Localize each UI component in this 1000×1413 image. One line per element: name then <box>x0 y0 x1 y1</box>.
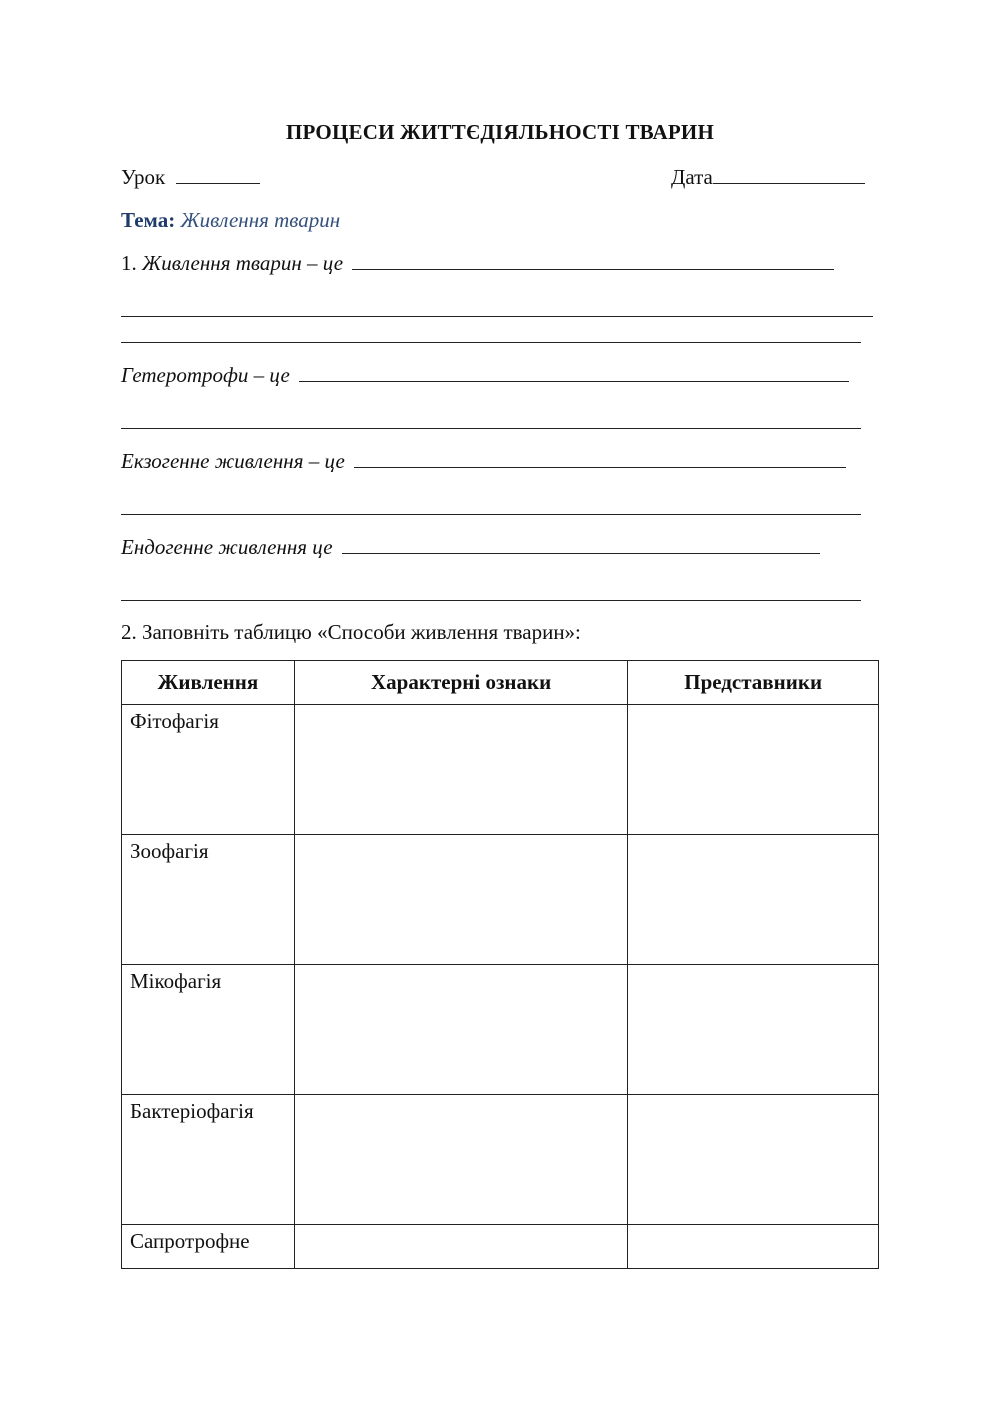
table-row <box>122 705 879 835</box>
lesson-field <box>121 165 260 190</box>
cell-characteristics[interactable] <box>294 1095 627 1225</box>
lesson-label: Урок <box>121 165 166 189</box>
theme-label: Тема: <box>121 208 176 232</box>
table-row <box>122 965 879 1095</box>
q1-answer-line-2[interactable] <box>121 342 861 343</box>
heterotrophs-line <box>121 363 849 388</box>
exogenous-line <box>121 449 846 474</box>
q2-text: 2. Заповніть таблицю «Способи живлення тварин»: <box>121 620 581 644</box>
q1-blank[interactable] <box>352 251 834 270</box>
theme-value: Живлення тварин <box>180 208 341 232</box>
cell-characteristics[interactable] <box>294 965 627 1095</box>
exogenous-blank[interactable] <box>354 449 846 468</box>
table-row <box>122 1095 879 1225</box>
date-field <box>671 165 865 190</box>
cell-representatives[interactable] <box>628 1095 879 1225</box>
heterotrophs-text: Гетеротрофи – це <box>121 363 290 387</box>
heterotrophs-answer-line[interactable] <box>121 428 861 429</box>
cell-characteristics[interactable] <box>294 835 627 965</box>
q1-line <box>121 251 834 276</box>
row-label-phytophagy: Фітофагія <box>122 705 295 835</box>
cell-representatives[interactable] <box>628 835 879 965</box>
cell-representatives[interactable] <box>628 1225 879 1269</box>
header-feeding: Живлення <box>122 661 295 705</box>
cell-representatives[interactable] <box>628 965 879 1095</box>
header-characteristics: Характерні ознаки <box>294 661 627 705</box>
header-representatives: Представники <box>628 661 879 705</box>
row-label-mycophagy: Мікофагія <box>122 965 295 1095</box>
row-label-bacteriophagy: Бактеріофагія <box>122 1095 295 1225</box>
exogenous-text: Екзогенне живлення – це <box>121 449 345 473</box>
endogenous-answer-line[interactable] <box>121 600 861 601</box>
heterotrophs-blank[interactable] <box>299 363 849 382</box>
table-row <box>122 1225 879 1269</box>
lesson-blank[interactable] <box>176 165 260 184</box>
row-label-zoophagy: Зоофагія <box>122 835 295 965</box>
cell-representatives[interactable] <box>628 705 879 835</box>
row-label-saprotrophic: Сапротрофне <box>122 1225 295 1269</box>
date-label: Дата <box>671 165 713 189</box>
endogenous-line <box>121 535 820 560</box>
q1-answer-line-1[interactable] <box>121 316 873 317</box>
endogenous-blank[interactable] <box>342 535 820 554</box>
cell-characteristics[interactable] <box>294 1225 627 1269</box>
q1-number: 1. <box>121 251 137 275</box>
date-blank[interactable] <box>713 165 865 184</box>
q1-text: Живлення тварин – це <box>142 251 344 275</box>
endogenous-text: Ендогенне живлення це <box>121 535 333 559</box>
table-header-row <box>122 661 879 705</box>
table-row <box>122 835 879 965</box>
feeding-methods-table <box>121 660 879 1269</box>
cell-characteristics[interactable] <box>294 705 627 835</box>
theme-line <box>121 208 340 233</box>
exogenous-answer-line[interactable] <box>121 514 861 515</box>
page-title: ПРОЦЕСИ ЖИТТЄДІЯЛЬНОСТІ ТВАРИН <box>285 120 714 144</box>
